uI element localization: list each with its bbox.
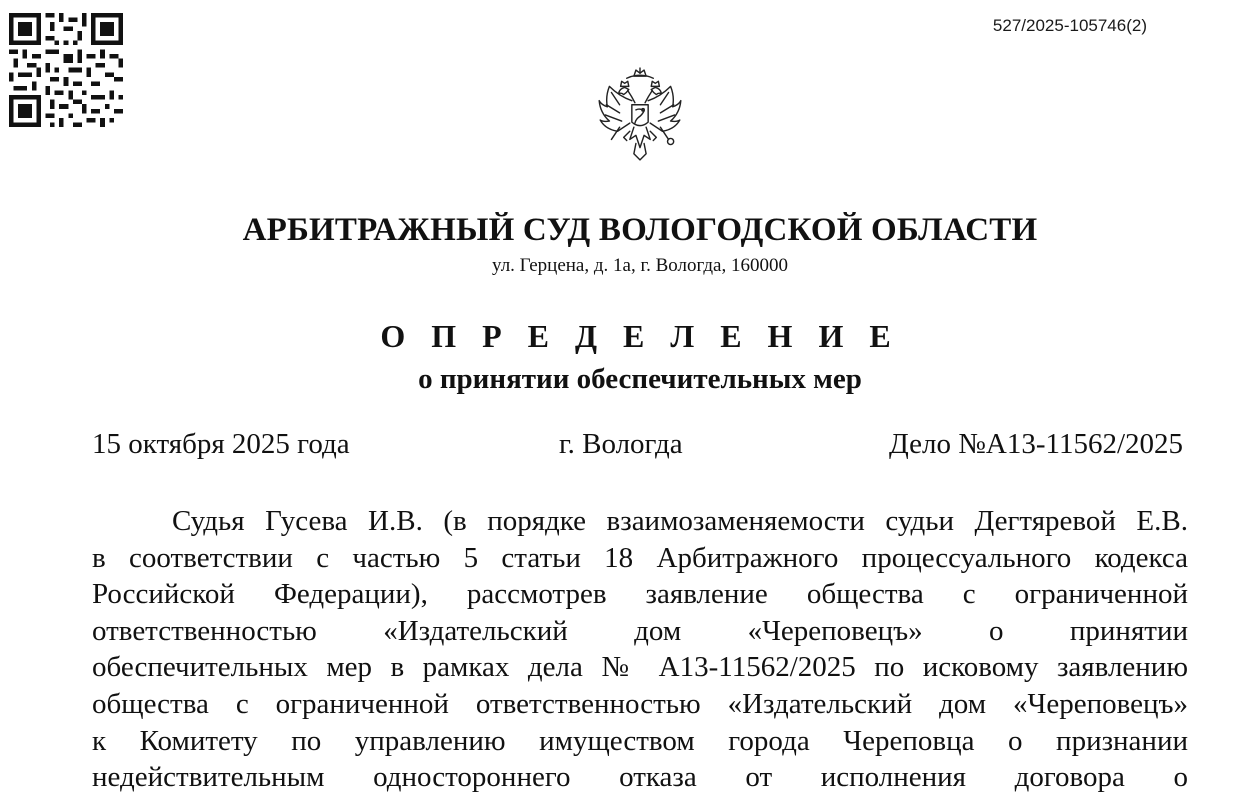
body-line: Российской Федерации), рассмотрев заявление общества с ограниченной [92, 578, 1188, 611]
document-type-title: О П Р Е Д Е Л Е Н И Е [380, 318, 900, 354]
body-line: Судья Гусева И.В. (в порядке взаимозаменяемости судьи Дегтяревой Е.В. [172, 505, 1188, 537]
document-body-paragraph [92, 503, 1188, 796]
document-city: г. Вологда [559, 428, 683, 460]
body-line: обеспечительных мер в рамках дела № А13-11562/2025 по исковому заявлению [92, 651, 1188, 684]
body-line: к Комитету по управлению имуществом города Череповца о признании [92, 724, 1188, 757]
russian-coat-of-arms-icon [588, 66, 692, 168]
document-date: 15 октября 2025 года [92, 428, 350, 460]
qr-code-icon [9, 11, 123, 129]
court-name-heading: АРБИТРАЖНЫЙ СУД ВОЛОГОДСКОЙ ОБЛАСТИ [242, 212, 1038, 248]
body-line: ответственностью «Издательский дом «Череповецъ» о принятии [92, 614, 1188, 647]
document-subject: о принятии обеспечительных мер [418, 363, 862, 395]
case-number: Дело №А13-11562/2025 [889, 428, 1183, 460]
document-meta-row [92, 428, 1183, 464]
body-line: недействительным одностороннего отказа от исполнения договора о [92, 761, 1188, 794]
court-address: ул. Герцена, д. 1а, г. Вологда, 160000 [492, 255, 788, 276]
document-registration-number: 527/2025-105746(2) [992, 16, 1147, 35]
body-line: общества с ограниченной ответственностью «Издательский дом «Череповецъ» [92, 687, 1188, 720]
body-line: в соответствии с частью 5 статьи 18 Арбитражного процессуального кодекса [92, 541, 1188, 574]
